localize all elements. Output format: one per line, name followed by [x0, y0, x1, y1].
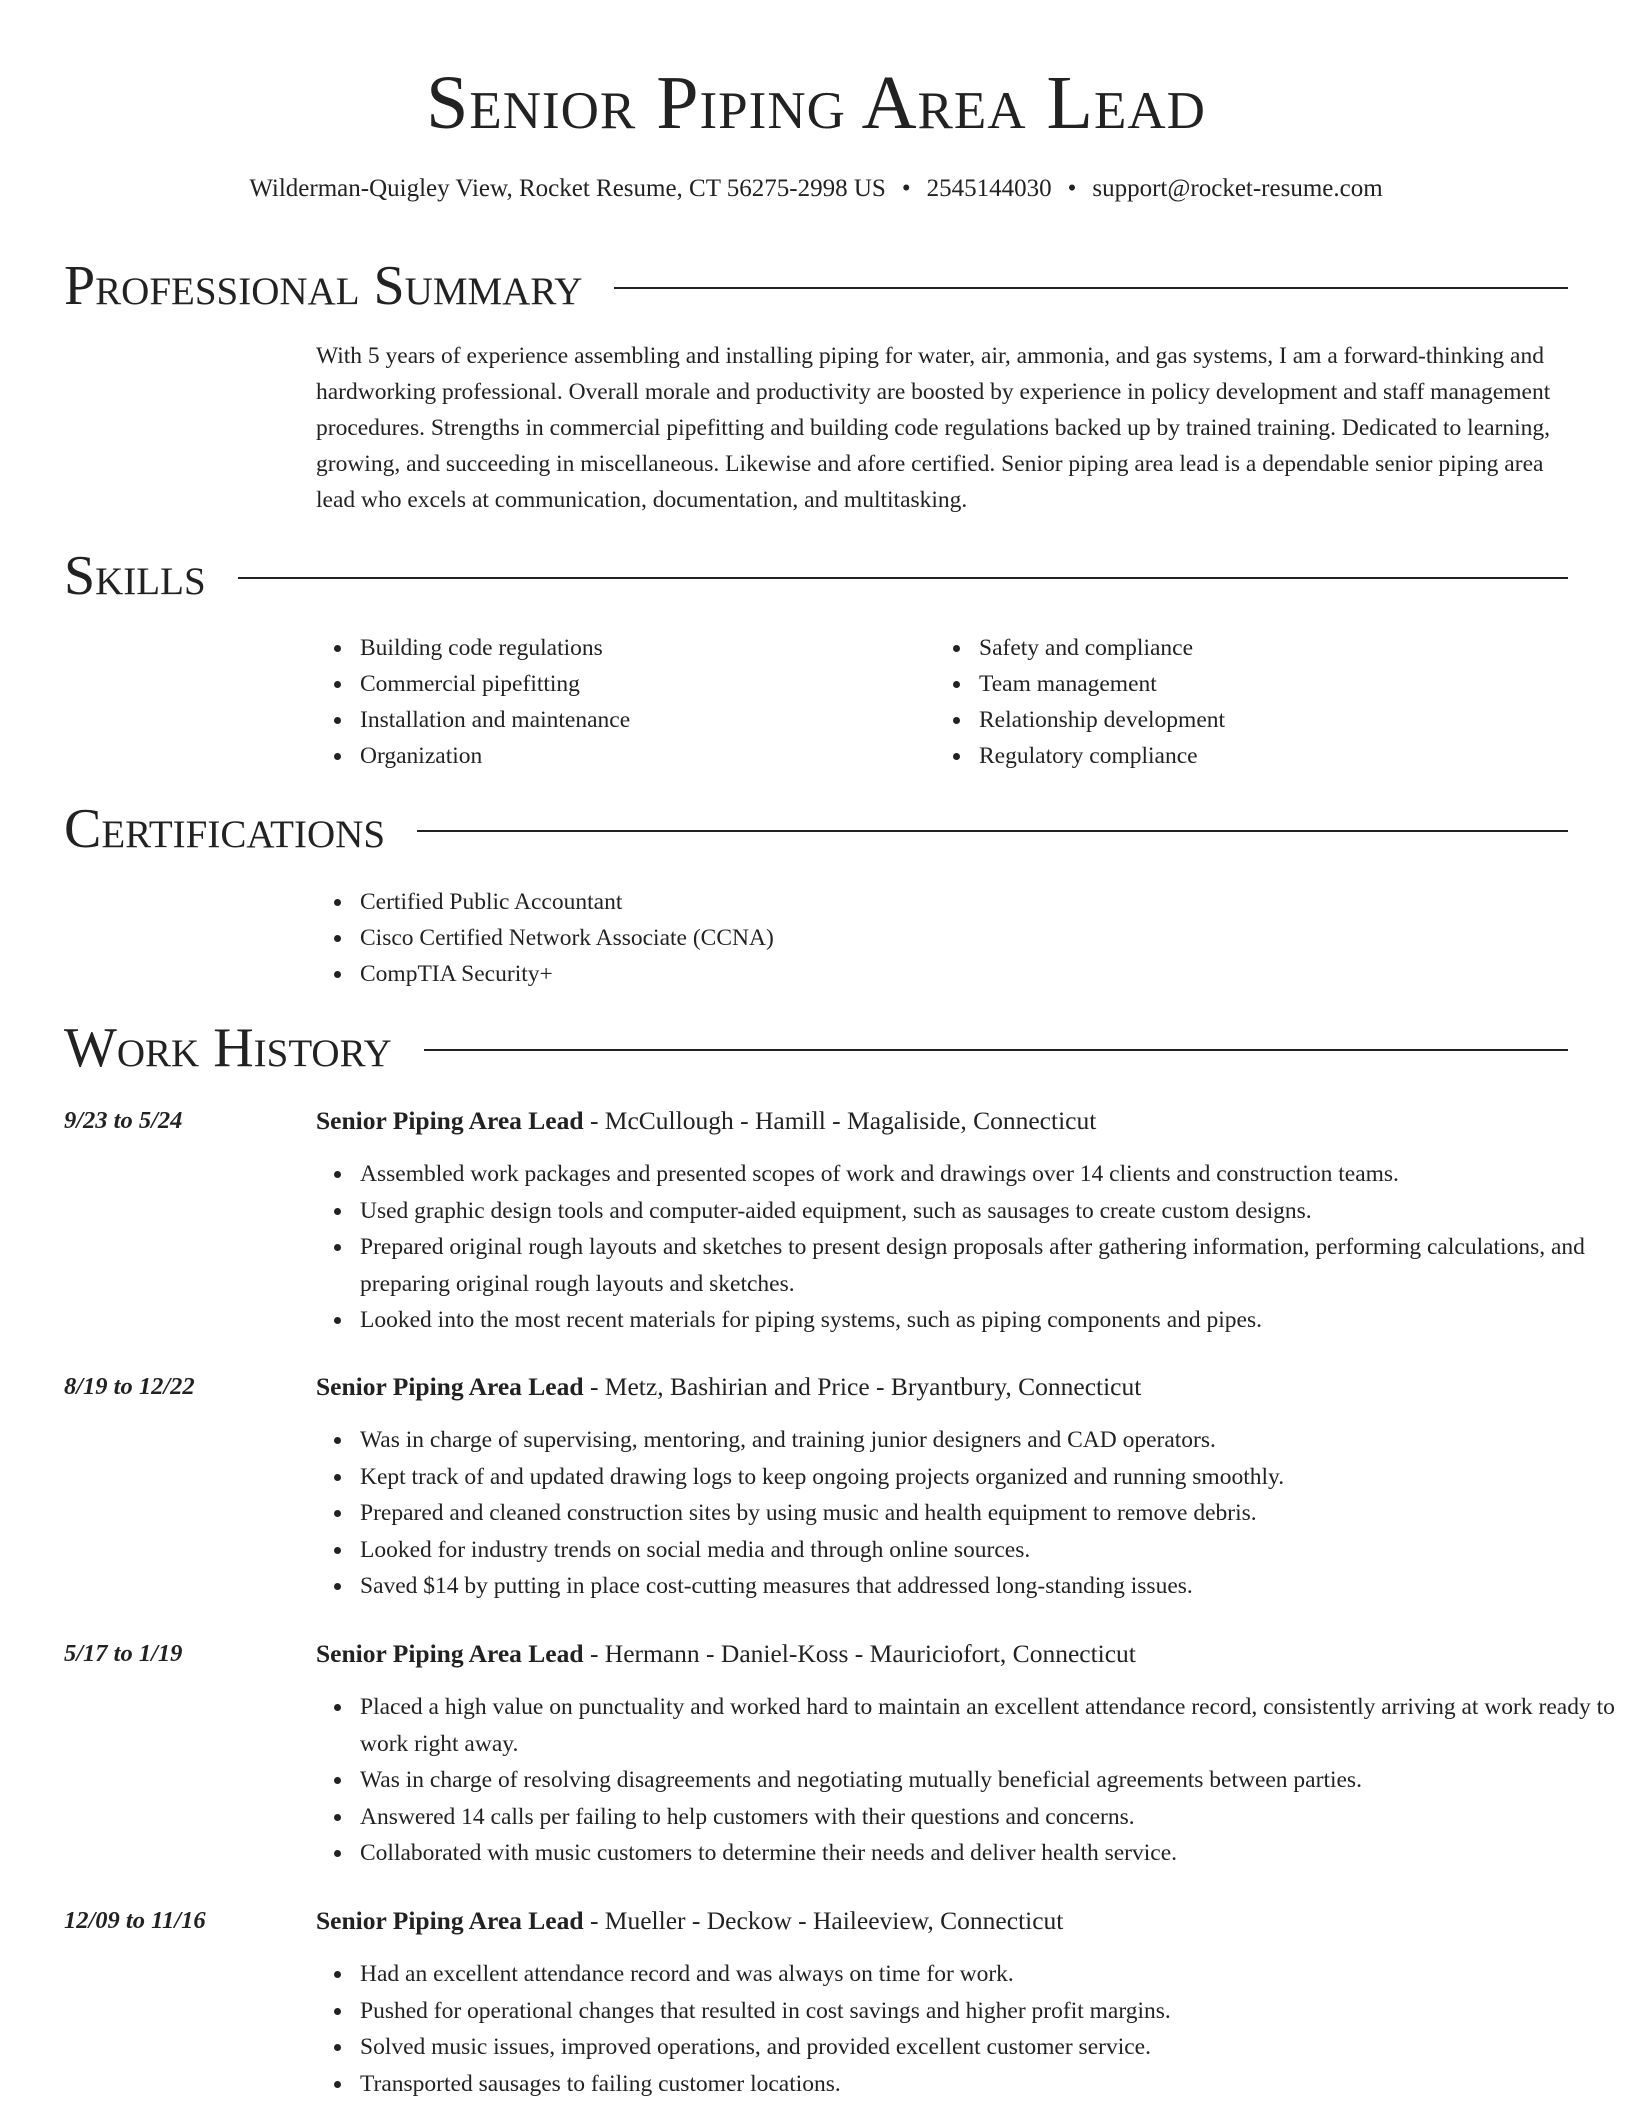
job-bullet: Used graphic design tools and computer-aided equipment, such as sausages to create custom designs.	[316, 1193, 1626, 1230]
job-bullet: Saved $14 by putting in place cost-cutting measures that addressed long-standing issues.	[316, 1568, 1626, 1605]
skill-item: Safety and compliance	[935, 630, 1535, 666]
section-divider	[614, 287, 1568, 289]
job-bullet: Looked for industry trends on social media and through online sources.	[316, 1532, 1626, 1569]
summary-text: With 5 years of experience assembling and installing piping for water, air, ammonia, and gas systems, I am a forward-thinking and hardworking professional. Overall morale and productivity are boosted by experience in policy development and staff management procedures. Strengths in commercial pipefitting and building code regulations backed up by trained training. Dedicated to learning, growing, and succeeding in miscellaneous. Likewise and afore certified. Senior piping area lead is a dependable senior piping area lead who excels at communication, documentation, and multitasking.	[316, 343, 1551, 513]
contact-line	[0, 172, 1632, 206]
job-bullet: Pushed for operational changes that resulted in cost savings and higher profit margins.	[316, 1993, 1626, 2030]
job-bullet: Prepared original rough layouts and sketches to present design proposals after gathering information, performing calculations, and preparing original rough layouts and sketches.	[316, 1229, 1626, 1302]
job-bullet: Was in charge of resolving disagreements and negotiating mutually beneficial agreements between parties.	[316, 1762, 1626, 1799]
skill-item: Relationship development	[935, 702, 1535, 738]
job-bullet: Placed a high value on punctuality and worked hard to maintain an excellent attendance record, consistently arriving at work ready to work right away.	[316, 1689, 1626, 1762]
certifications-section-header	[64, 797, 1568, 861]
contact-separator: •	[901, 175, 911, 202]
job-dates: 8/19 to 12/22	[64, 1373, 195, 1400]
job-heading	[316, 1370, 1566, 1404]
job-bullet: Looked into the most recent materials for piping systems, such as piping components and pipes.	[316, 1302, 1626, 1339]
certification-item: Certified Public Accountant	[316, 884, 1316, 920]
skill-item: Commercial pipefitting	[316, 666, 916, 702]
job-bullet: Was in charge of supervising, mentoring, and training junior designers and CAD operators.	[316, 1422, 1626, 1459]
work-history-section-header	[64, 1016, 1568, 1080]
contact-address: Wilderman-Quigley View, Rocket Resume, CT 56275-2998 US	[249, 175, 886, 202]
certifications-section-title: Certifications	[64, 798, 386, 860]
job-bullet-list	[316, 1689, 1626, 1872]
section-divider	[238, 577, 1568, 579]
skills-list-left	[316, 630, 916, 774]
work-history-section-title: Work History	[64, 1017, 392, 1079]
skills-section-header	[64, 544, 1568, 608]
contact-separator: •	[1067, 175, 1077, 202]
skill-item: Building code regulations	[316, 630, 916, 666]
job-dates: 9/23 to 5/24	[64, 1107, 183, 1134]
job-bullet: Transported sausages to failing customer locations.	[316, 2066, 1626, 2103]
skill-item: Organization	[316, 738, 916, 774]
job-bullet: Collaborated with music customers to determine their needs and deliver health service.	[316, 1835, 1626, 1872]
summary-section-title: Professional Summary	[64, 255, 583, 317]
skill-item: Regulatory compliance	[935, 738, 1535, 774]
job-title: Senior Piping Area Lead	[316, 1372, 584, 1401]
job-heading	[316, 1904, 1566, 1938]
job-employer: - Mueller - Deckow - Haileeview, Connecticut	[583, 1906, 1064, 1935]
contact-phone: 2545144030	[926, 175, 1052, 202]
skill-item: Installation and maintenance	[316, 702, 916, 738]
contact-email: support@rocket-resume.com	[1092, 175, 1383, 202]
skill-item: Team management	[935, 666, 1535, 702]
job-bullet-list	[316, 1156, 1626, 1339]
skills-list-right	[935, 630, 1535, 774]
job-dates: 5/17 to 1/19	[64, 1640, 183, 1667]
job-bullet: Answered 14 calls per failing to help customers with their questions and concerns.	[316, 1799, 1626, 1836]
job-bullet: Solved music issues, improved operations, and provided excellent customer service.	[316, 2029, 1626, 2066]
job-bullet: Had an excellent attendance record and was always on time for work.	[316, 1956, 1626, 1993]
job-bullet: Prepared and cleaned construction sites by using music and health equipment to remove debris.	[316, 1495, 1626, 1532]
job-employer: - Hermann - Daniel-Koss - Mauriciofort, Connecticut	[583, 1639, 1136, 1668]
certifications-list	[316, 884, 1316, 992]
job-employer: - Metz, Bashirian and Price - Bryantbury, Connecticut	[583, 1372, 1142, 1401]
job-title: Senior Piping Area Lead	[316, 1906, 584, 1935]
summary-section-header	[64, 254, 1568, 318]
job-bullet: Kept track of and updated drawing logs to keep ongoing projects organized and running smoothly.	[316, 1459, 1626, 1496]
job-bullet: Assembled work packages and presented scopes of work and drawings over 14 clients and construction teams.	[316, 1156, 1626, 1193]
job-title: Senior Piping Area Lead	[316, 1106, 584, 1135]
job-heading	[316, 1104, 1566, 1138]
skills-section-title: Skills	[64, 545, 206, 607]
certification-item: CompTIA Security+	[316, 956, 1316, 992]
candidate-name: Senior Piping Area Lead	[426, 61, 1206, 145]
job-title: Senior Piping Area Lead	[316, 1639, 584, 1668]
certification-item: Cisco Certified Network Associate (CCNA)	[316, 920, 1316, 956]
job-heading	[316, 1637, 1566, 1671]
section-divider	[417, 830, 1568, 832]
job-dates: 12/09 to 11/16	[64, 1907, 206, 1934]
job-bullet-list	[316, 1422, 1626, 1605]
job-bullet-list	[316, 1956, 1626, 2102]
job-employer: - McCullough - Hamill - Magaliside, Connecticut	[583, 1106, 1097, 1135]
section-divider	[424, 1049, 1568, 1051]
